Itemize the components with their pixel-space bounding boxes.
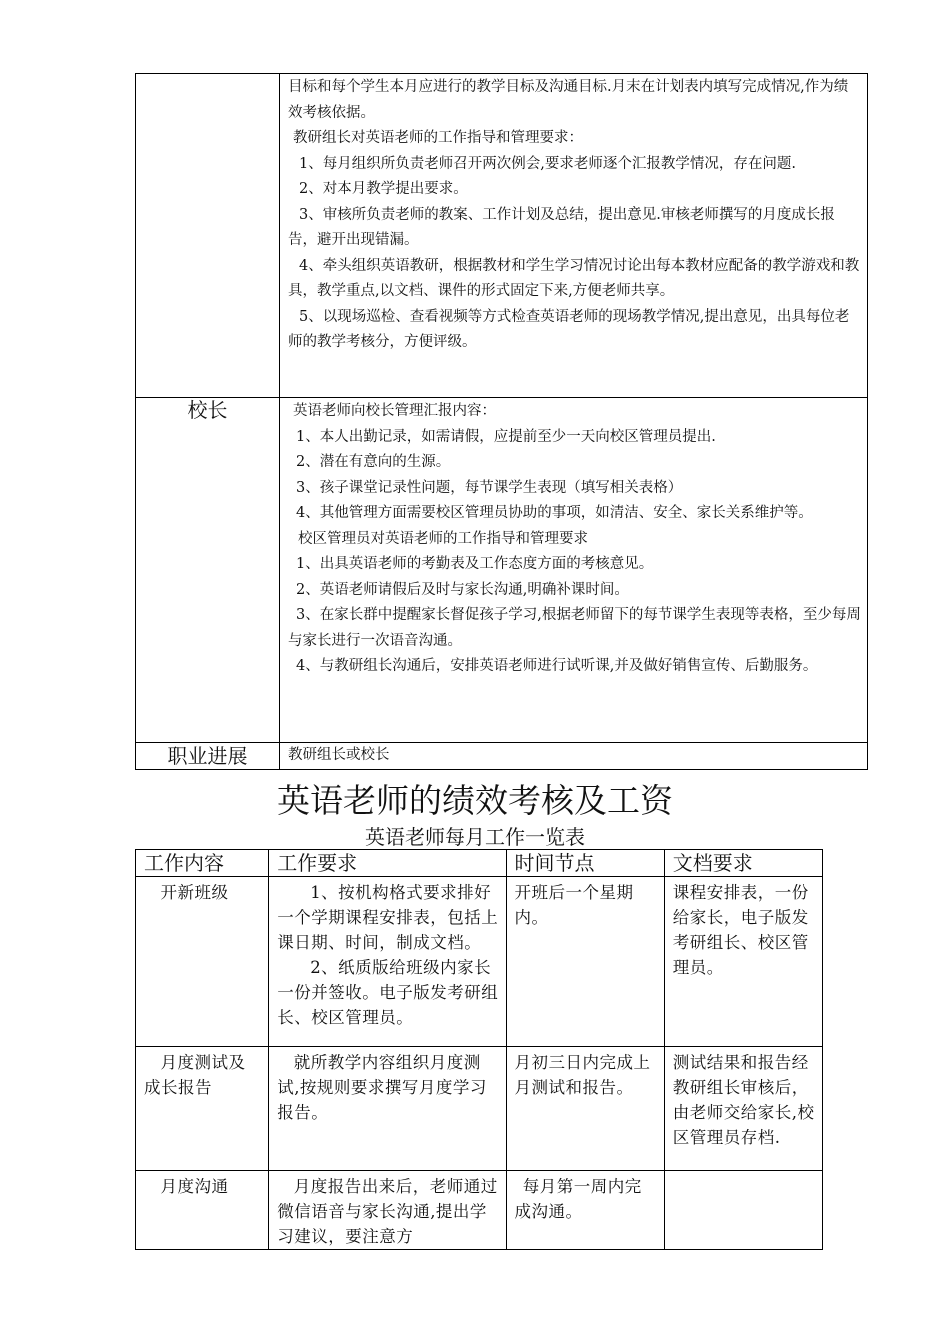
duty-line: 2、潜在有意向的生源。 bbox=[296, 454, 451, 470]
time-text: 每月第一周内完成沟通。 bbox=[514, 1177, 642, 1221]
career-cell: 教研组长或校长 bbox=[280, 743, 868, 770]
item-cell bbox=[136, 1171, 269, 1250]
document-cell bbox=[664, 1171, 822, 1250]
column-header: 时间节点 bbox=[506, 850, 664, 877]
table-row bbox=[136, 398, 868, 743]
section-title: 英语老师的绩效考核及工资 bbox=[277, 781, 673, 820]
item-cell bbox=[136, 877, 269, 1047]
duties-cell bbox=[280, 74, 868, 398]
duty-line: 4、与教研组长沟通后，安排英语老师进行试听课,并及做好销售宣传、后勤服务。 bbox=[296, 658, 818, 674]
duty-line: 2、对本月教学提出要求。 bbox=[299, 181, 468, 197]
item-cell bbox=[136, 1047, 269, 1171]
requirement-line: 1、按机构格式要求排好一个学期课程安排表，包括上课日期、时间，制成文档。 bbox=[277, 883, 499, 952]
duty-line: 3、在家长群中提醒家长督促孩子学习,根据老师留下的每节课学生表现等表格，至少每周与家长进行一次语音沟通。 bbox=[288, 607, 861, 649]
duty-line: 4、牵头组织英语教研，根据教材和学生学习情况讨论出每本教材应配备的教学游戏和教具，教学重点,以文档、课件的形式固定下来,方便老师共享。 bbox=[288, 257, 860, 299]
table-row bbox=[136, 877, 823, 1047]
duty-line: 5、以现场巡检、查看视频等方式检查英语老师的现场教学情况,提出意见，出具每位老师的教学考核分，方便评级。 bbox=[288, 308, 850, 350]
document-cell: 测试结果和报告经教研组长审核后，由老师交给家长,校区管理员存档. bbox=[664, 1047, 822, 1171]
requirement-cell bbox=[269, 1171, 506, 1250]
item-text: 开新班级 bbox=[160, 883, 229, 902]
role-cell bbox=[136, 74, 280, 398]
column-header: 工作内容 bbox=[136, 850, 269, 877]
table-row bbox=[136, 1171, 823, 1250]
duty-line: 3、孩子课堂记录性问题，每节课学生表现（填写相关表格） bbox=[296, 479, 683, 496]
table-row bbox=[136, 1047, 823, 1171]
requirement-line: 月度报告出来后，老师通过微信语音与家长沟通,提出学习建议，要注意方 bbox=[277, 1177, 498, 1246]
document-cell: 课程安排表，一份给家长，电子版发考研组长、校区管理员。 bbox=[664, 877, 822, 1047]
requirement-cell bbox=[269, 877, 506, 1047]
duty-line: 1、每月组织所负责老师召开两次例会,要求老师逐个汇报教学情况，存在问题. bbox=[299, 155, 796, 172]
time-cell: 开班后一个星期内。 bbox=[506, 877, 664, 1047]
role-cell: 职业进展 bbox=[136, 743, 280, 770]
requirement-cell bbox=[269, 1047, 506, 1171]
duty-line: 目标和每个学生本月应进行的教学目标及沟通目标.月末在计划表内填写完成情况,作为绩效考核依据。 bbox=[288, 79, 849, 121]
time-cell: 月初三日内完成上月测试和报告。 bbox=[506, 1047, 664, 1171]
column-header: 文档要求 bbox=[664, 850, 822, 877]
duty-line: 3、审核所负责老师的教案、工作计划及总结，提出意见.审核老师撰写的月度成长报告，避开出现错漏。 bbox=[288, 206, 835, 248]
duty-line: 教研组长对英语老师的工作指导和管理要求： bbox=[293, 130, 583, 146]
duty-line: 2、英语老师请假后及时与家长沟通,明确补课时间。 bbox=[296, 581, 629, 598]
item-text: 月度测试及成长报告 bbox=[144, 1053, 246, 1097]
duties-cell bbox=[280, 398, 868, 743]
requirement-line: 就所教学内容组织月度测试,按规则要求撰写月度学习报告。 bbox=[277, 1053, 487, 1122]
duty-line: 1、本人出勤记录，如需请假，应提前至少一天向校区管理员提出. bbox=[296, 428, 716, 445]
duty-line: 英语老师向校长管理汇报内容： bbox=[293, 403, 496, 419]
responsibility-table bbox=[135, 73, 868, 770]
role-cell: 校长 bbox=[136, 398, 280, 743]
monthly-work-table bbox=[135, 849, 823, 1250]
duty-line: 校区管理员对英语老师的工作指导和管理要求 bbox=[298, 530, 588, 547]
duty-line: 4、其他管理方面需要校区管理员协助的事项，如清洁、安全、家长关系维护等。 bbox=[296, 505, 813, 521]
table-caption: 英语老师每月工作一览表 bbox=[365, 825, 585, 849]
header-row bbox=[136, 850, 823, 877]
table-row bbox=[136, 74, 868, 398]
requirement-line: 2、纸质版给班级内家长一份并签收。电子版发考研组长、校区管理员。 bbox=[277, 958, 499, 1027]
item-text: 月度沟通 bbox=[160, 1177, 229, 1196]
duty-line: 1、出具英语老师的考勤表及工作态度方面的考核意见。 bbox=[296, 556, 654, 572]
time-cell bbox=[506, 1171, 664, 1250]
table-row bbox=[136, 743, 868, 770]
column-header: 工作要求 bbox=[269, 850, 506, 877]
